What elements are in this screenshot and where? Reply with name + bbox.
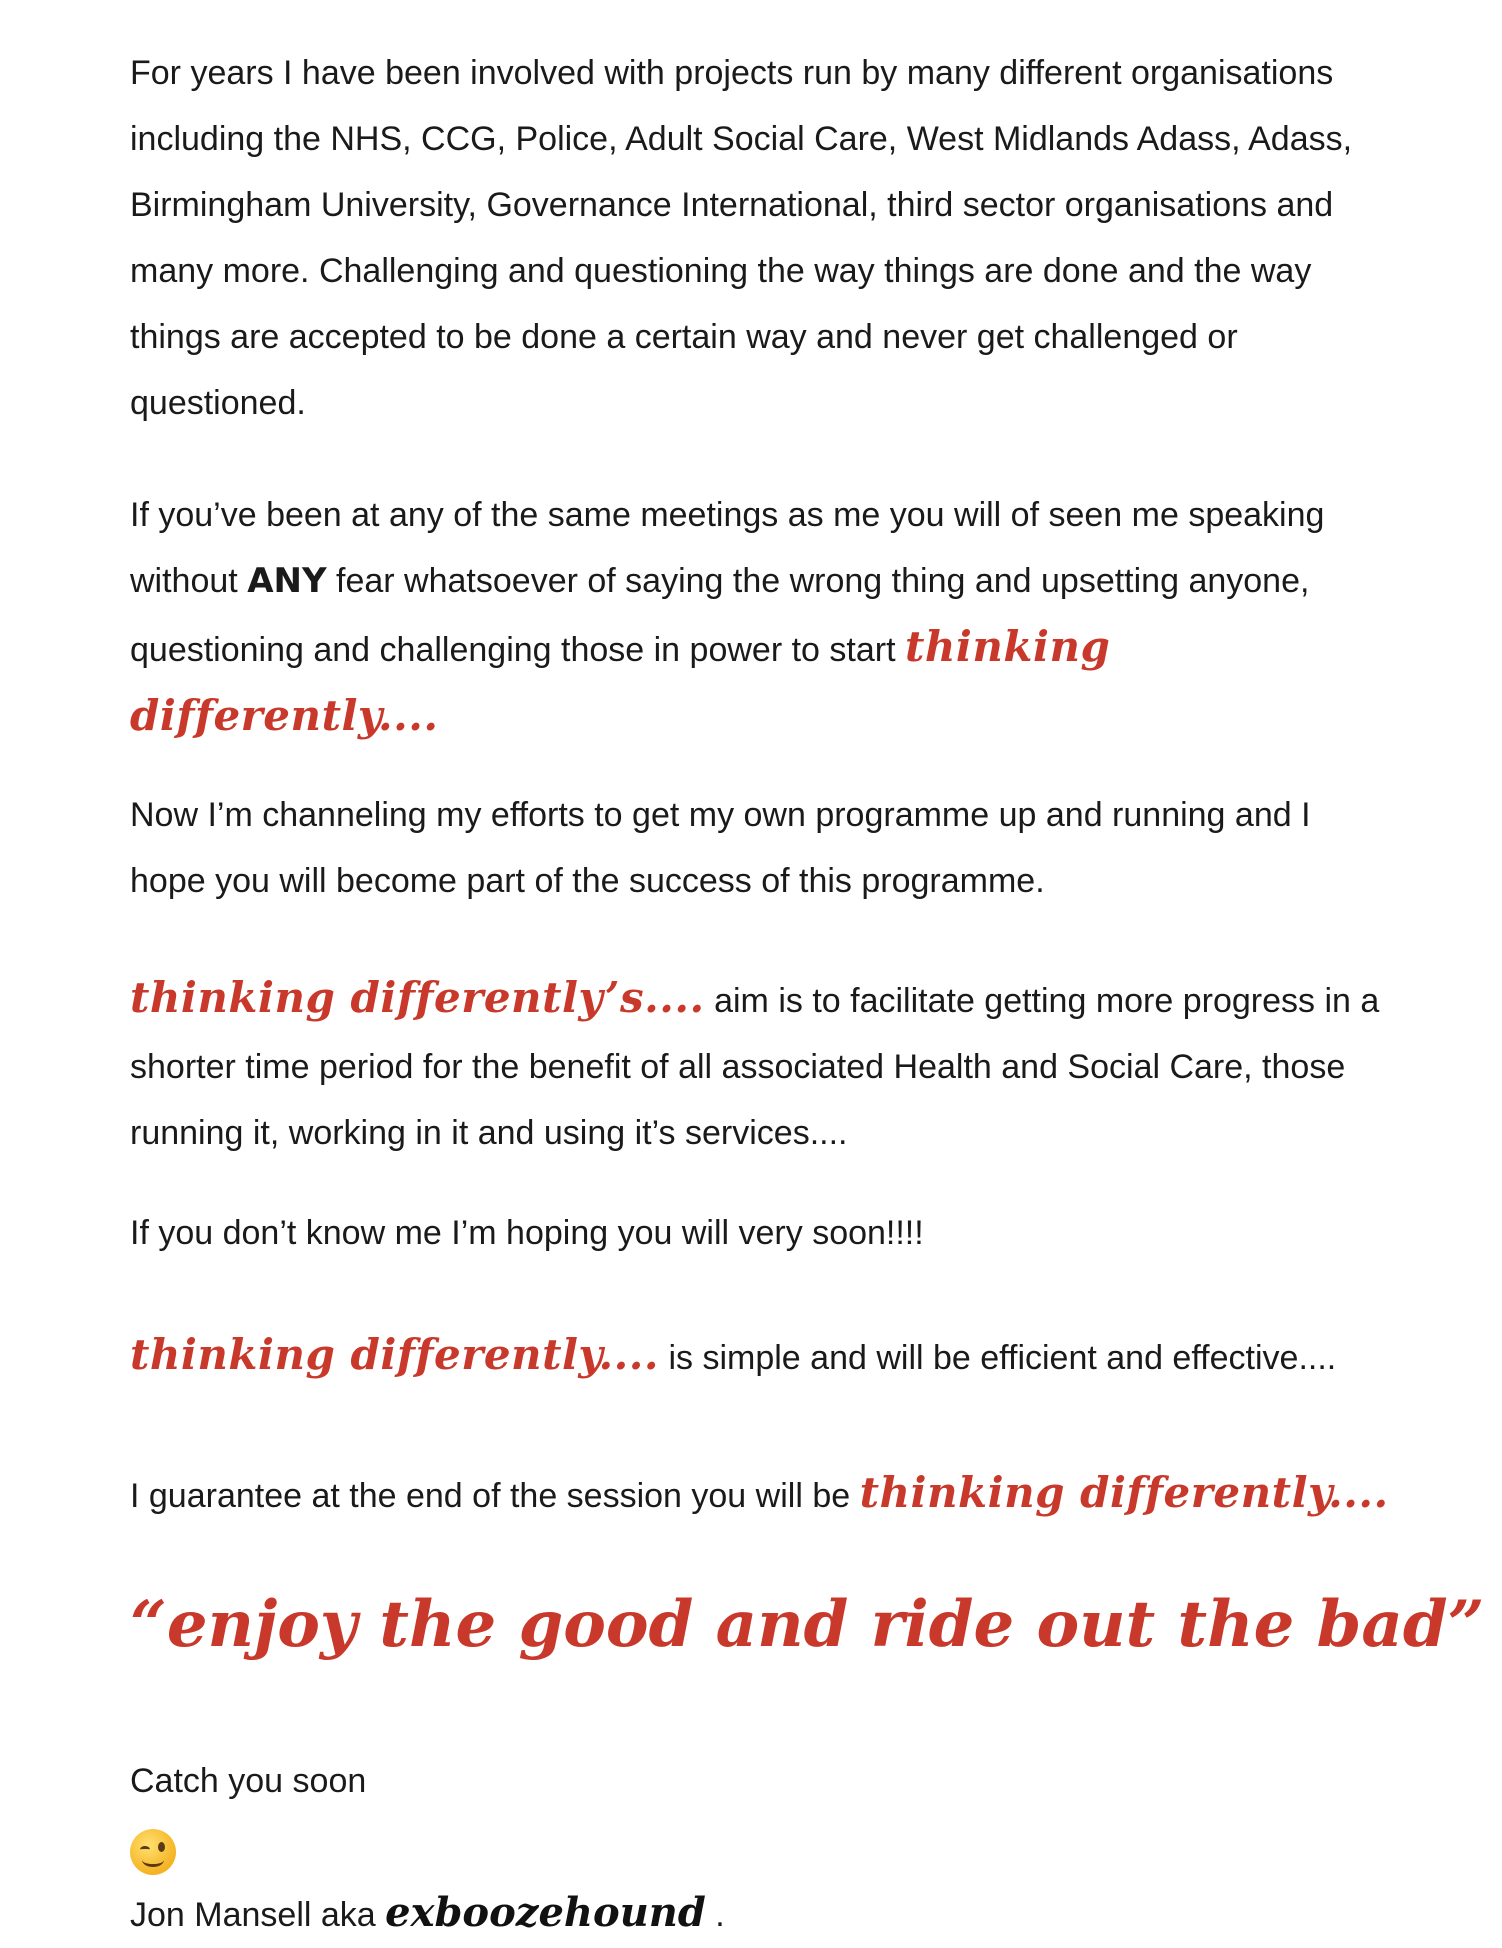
meetings-text-middle: fear whatsoever of saying the wrong thing and upsetting anyone, questioning and challenging those in power to start	[130, 562, 1310, 669]
programme-paragraph: Now I’m channeling my efforts to get my own programme up and running and I hope you will become part of the success of this programme.	[130, 796, 1311, 900]
motto-quote: “enjoy the good and ride out the bad”	[130, 1587, 1485, 1662]
simple-text: is simple and will be efficient and effective....	[659, 1339, 1337, 1377]
signature-suffix: .	[705, 1896, 725, 1934]
aim-paragraph	[130, 965, 1390, 1166]
author-alias: exboozehound	[385, 1889, 706, 1936]
emoji-row	[130, 1814, 725, 1880]
aim-text: aim is to facilitate getting more progress in a shorter time period for the benefit of all associated Health and Social Care, those running it, working in it and using it’s services....	[130, 982, 1380, 1152]
simple-paragraph	[130, 1322, 1336, 1391]
meetings-paragraph	[130, 482, 1390, 752]
thinking-differently-script: thinking differently’s....	[130, 973, 705, 1022]
signoff-block	[130, 1748, 725, 1948]
guarantee-paragraph	[130, 1460, 1389, 1529]
catch-you-soon: Catch you soon	[130, 1762, 367, 1800]
guarantee-text: I guarantee at the end of the session you will be	[130, 1477, 860, 1515]
author-name: Jon Mansell aka	[130, 1896, 386, 1934]
thinking-differently-script: thinking differently....	[130, 622, 1111, 740]
meetings-text-start: If you’ve been at any of the same meetings as me you will of seen me speaking without	[130, 496, 1325, 600]
intro-paragraph: For years I have been involved with projects run by many different organisations including the NHS, CCG, Police, Adult Social Care, West Midlands Adass, Adass, Birmingham University, Governance International, third sector organisations and many more. Challenging and questioning the way things are done and the way things are accepted to be done a certain way and never get challenged or questioned.	[130, 54, 1353, 422]
thinking-differently-script: thinking differently....	[130, 1330, 660, 1379]
know-me-paragraph: If you don’t know me I’m hoping you will very soon!!!!	[130, 1214, 924, 1252]
emphasis-any: ANY	[247, 561, 327, 601]
thinking-differently-script: thinking differently....	[859, 1468, 1389, 1517]
signature-line	[130, 1880, 725, 1948]
winking-face-icon	[130, 1829, 176, 1875]
